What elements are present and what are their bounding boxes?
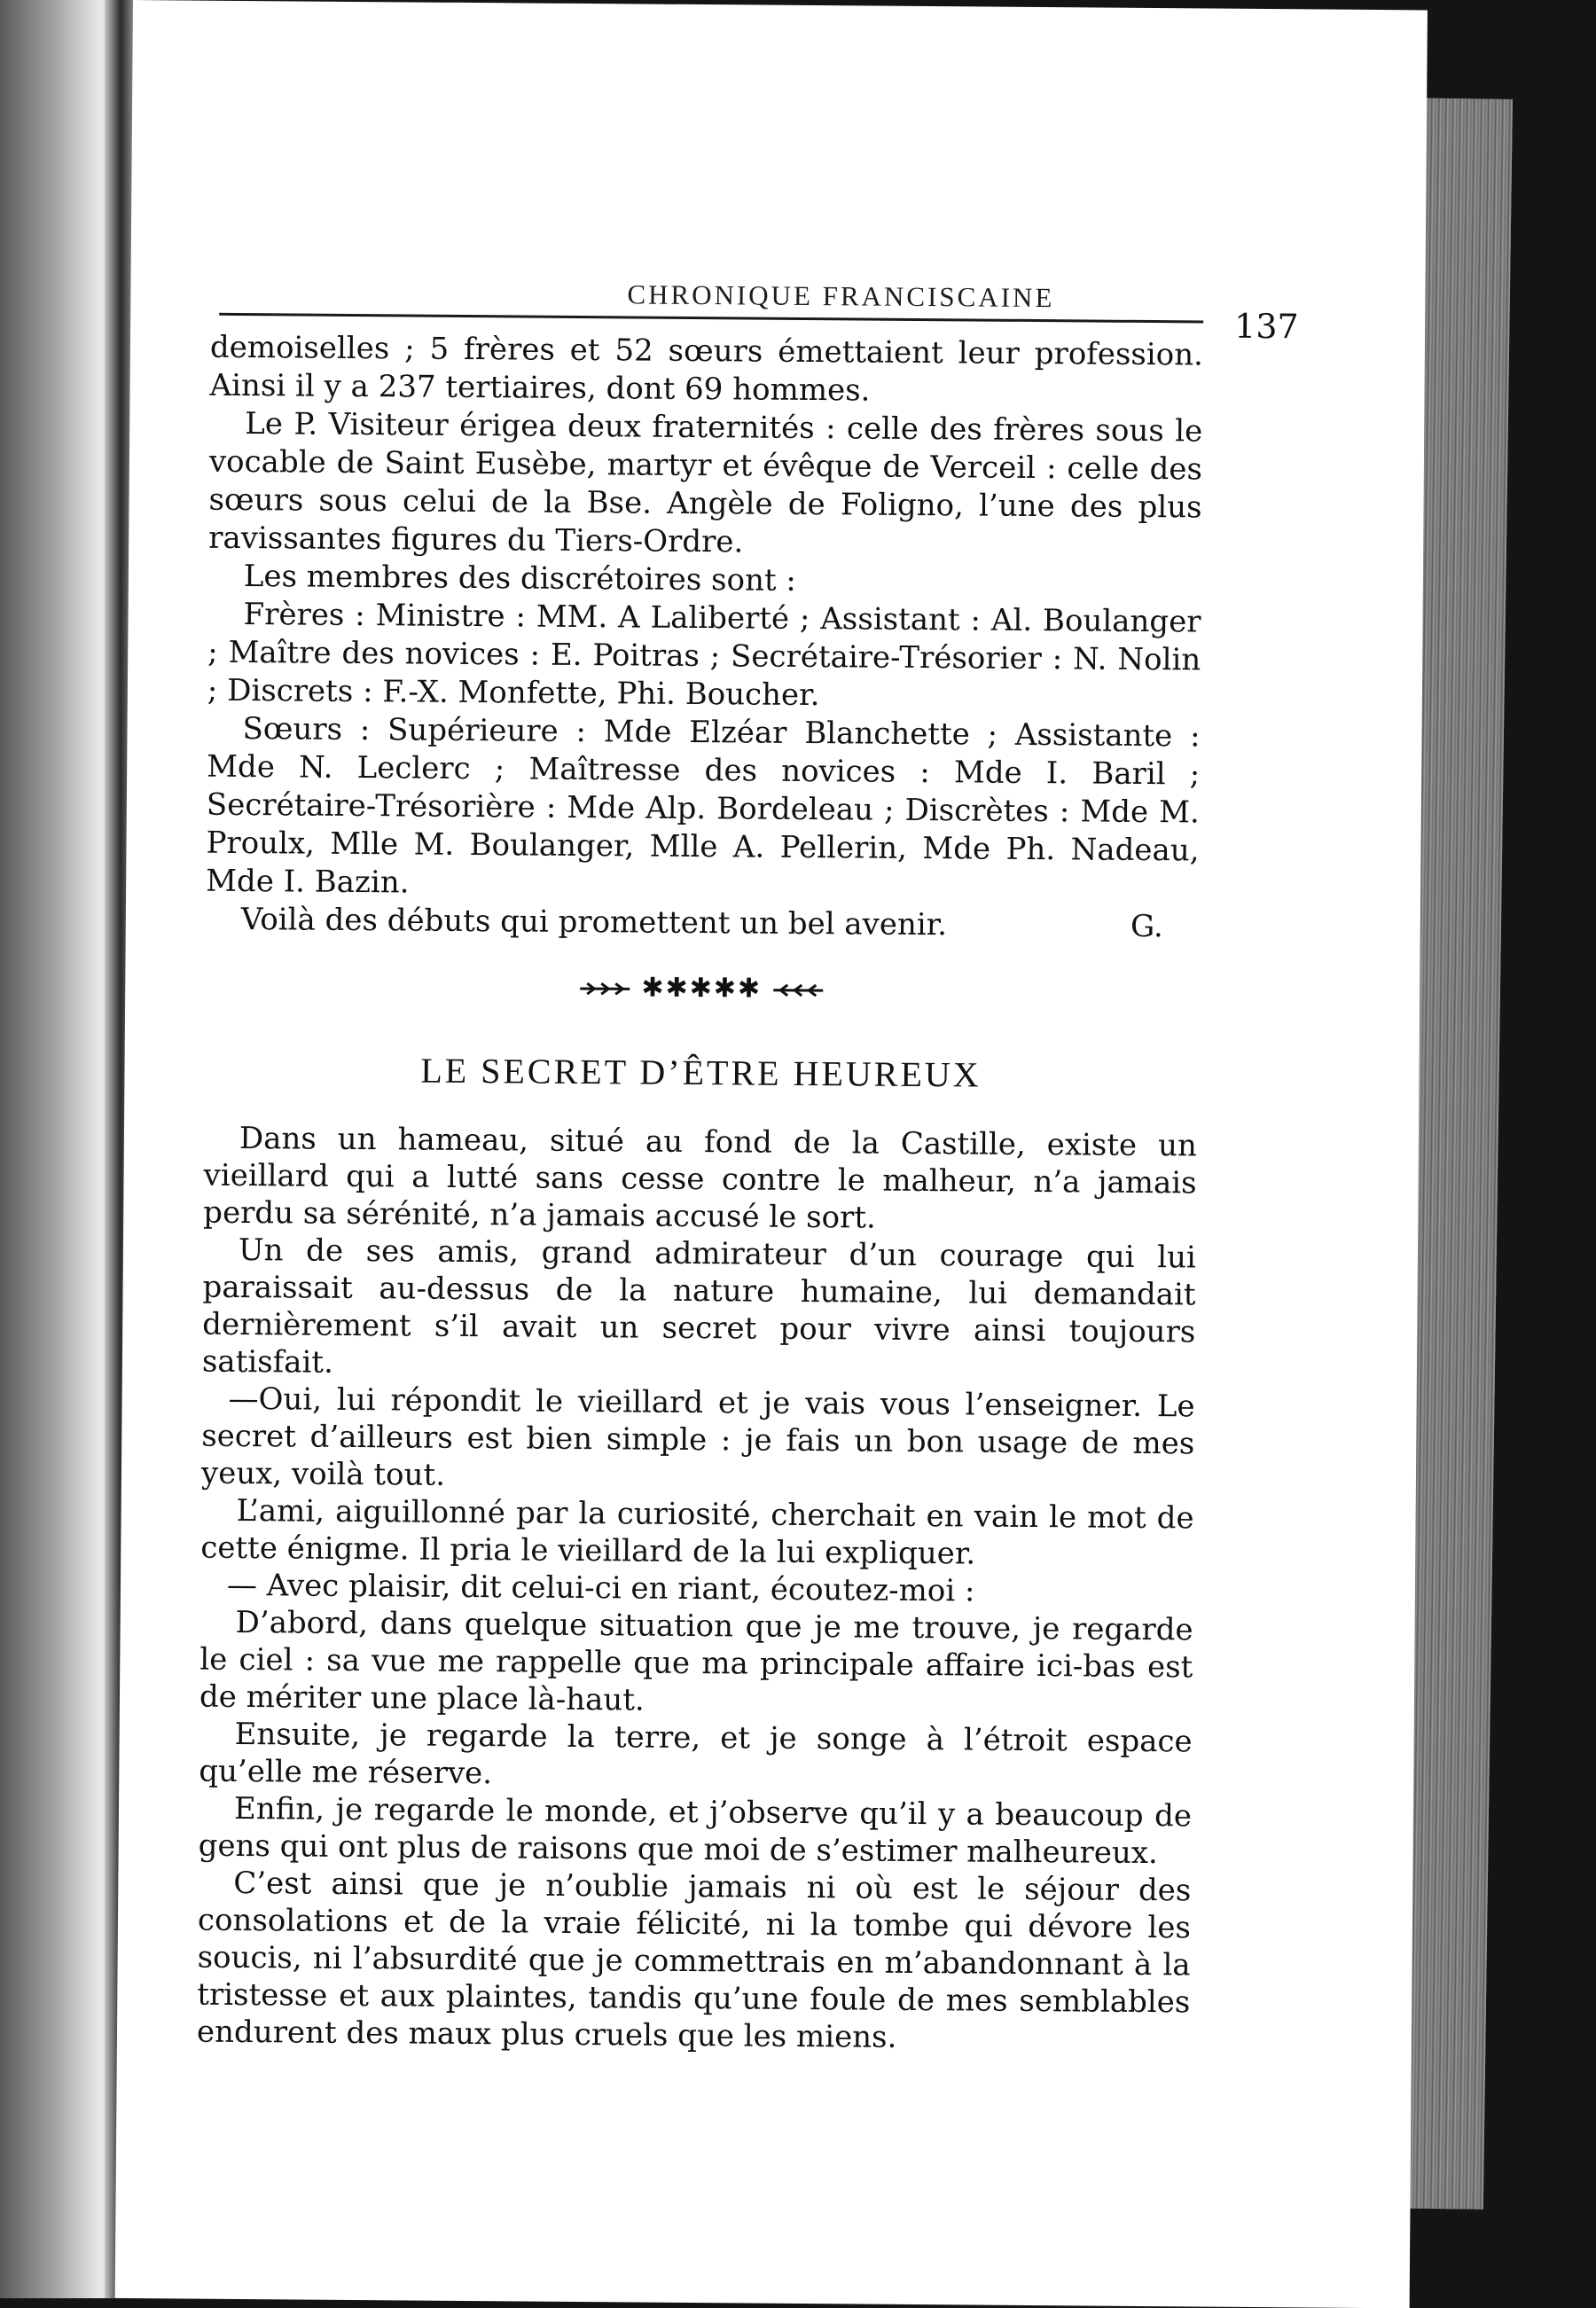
article-paragraph: C’est ainsi que je n’oublie jamais ni où est le séjour des consolations et de la vraie félicité, ni la tombe qui dévore les soucis, ni l’absurdité que je commettrais en m’abandonnant à la tristesse et aux plaintes, tandis qu’une foule de mes semblables endurent des maux plus cruels que les miens. (196, 1865, 1192, 2055)
book-page (115, 0, 1428, 2308)
chronicle-paragraph: Frères : Ministre : MM. A Laliberté ; Assistant : Al. Boulanger ; Maître des novices : E. Poitras ; Secrétaire-Trésorier : N. Nolin ; Discrets : F.-X. Monfette, Phi. Boucher. (207, 597, 1201, 714)
page-header (219, 267, 1327, 347)
chronicle-paragraph: demoiselles ; 5 frères et 52 sœurs émettaient leur profession. Ainsi il y a 237 tertiaires, dont 69 hommes. (209, 329, 1204, 409)
chronicle-paragraph: Voilà des débuts qui promettent un bel avenir. (240, 901, 948, 943)
article-paragraph: L’ami, aiguillonné par la curiosité, cherchait en vain le mot de cette énigme. Il pria le vieillard de la lui expliquer. (200, 1492, 1194, 1572)
running-title: CHRONIQUE FRANCISCAINE (627, 278, 1055, 314)
article-paragraph: Ensuite, je regarde la terre, et je songe à l’étroit espace qu’elle me réserve. (199, 1716, 1193, 1792)
closing-line (206, 901, 1199, 947)
ornament-stars: ✱✱✱✱✱ (641, 972, 763, 1005)
chronicle-paragraph: Les membres des discrétoires sont : (243, 559, 797, 599)
page-body (197, 329, 1203, 2059)
article-paragraph: Enfin, je regarde le monde, et j’observe qu’il y a beaucoup de gens qui ont plus de raisons que moi de s’estimer malheureux. (198, 1790, 1193, 1872)
chronicle-paragraph: Le P. Visiteur érigea deux fraternités : celle des frères sous le vocable de Saint Eusèbe, martyr et évêque de Verceil : celle des sœurs sous celui de la Bse. Angèle de Foligno, l’une des plus ravissantes figures du Tiers-Ordre. (208, 406, 1203, 560)
chronicle-paragraph: Sœurs : Supérieure : Mde Elzéar Blanchette ; Assistante : Mde N. Leclerc ; Maîtresse des novices : Mde I. Baril ; Secrétaire-Trésorière : Mde Alp. Bordeleau ; Discrètes : Mde M. Proulx, Mlle M. Boulanger, Mlle A. Pellerin, Mde Ph. Nadeau, Mde I. Bazin. (206, 710, 1201, 901)
header-rule (219, 313, 1203, 324)
article-paragraph: —Oui, lui répondit le vieillard et je vais vous l’enseigner. Le secret d’ailleurs est bien simple : je fais un bon usage de mes yeux, voilà tout. (200, 1381, 1195, 1493)
right-flourish-icon (772, 982, 825, 999)
article-paragraph: — Avec plaisir, dit celui-ci en riant, écoutez-moi : (226, 1567, 975, 1609)
author-signature: G. (1130, 908, 1163, 945)
left-flourish-icon (578, 980, 631, 998)
article-paragraph: Un de ses amis, grand admirateur d’un courage qui lui paraissait au-dessus de la nature humaine, lui demandait dernièrement s’il avait un secret pour vivre ainsi toujours satisfait. (201, 1232, 1197, 1381)
article-paragraph: D’abord, dans quelque situation que je me trouve, je regarde le ciel : sa vue me rappelle que ma principale affaire ici-bas est de mériter une place là-haut. (199, 1604, 1193, 1718)
page-number: 137 (1233, 306, 1299, 347)
article-paragraph: Dans un hameau, situé au fond de la Castille, existe un vieillard qui a lutté sans cesse contre le malheur, n’a jamais perdu sa sérénité, n’a jamais accusé le sort. (203, 1120, 1198, 1236)
article-body (197, 1120, 1197, 2059)
section-ornament (205, 966, 1198, 1012)
article-title: LE SECRET D’ÊTRE HEUREUX (420, 1050, 982, 1095)
